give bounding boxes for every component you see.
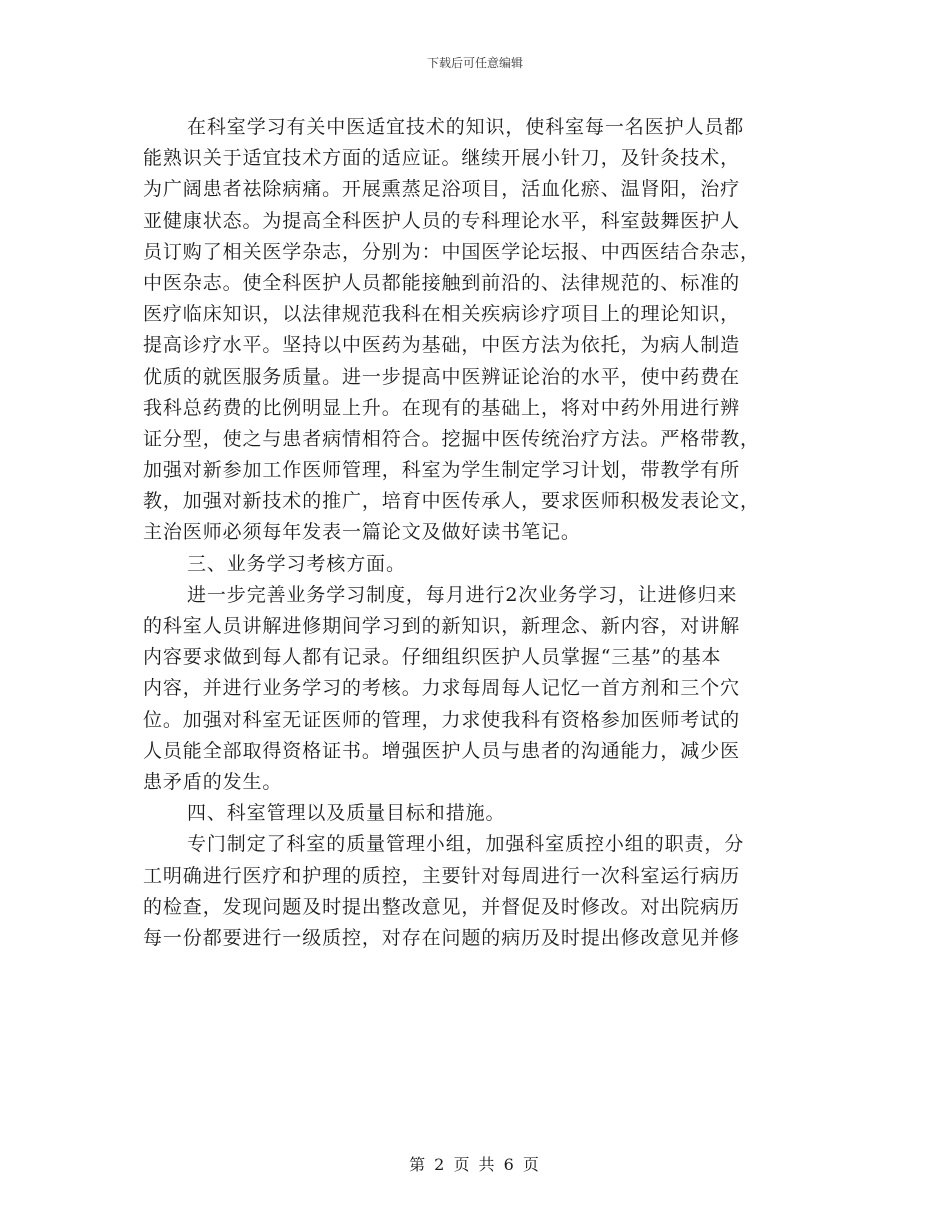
text-line: 加强对新参加工作医师管理，科室为学生制定学习计划，带教学有所	[143, 459, 741, 482]
text-line: 人员能全部取得资格证书。增强医护人员与患者的沟通能力，减少医	[143, 739, 741, 762]
page-header: 下载后可任意编辑	[426, 56, 523, 70]
text-line: 三、业务学习考核方面。	[187, 552, 406, 575]
text-line: 优质的就医服务质量。进一步提高中医辨证论治的水平，使中药费在	[143, 365, 741, 388]
document-body	[143, 112, 803, 954]
text-line: 工明确进行医疗和护理的质控，主要针对每周进行一次科室运行病历	[143, 864, 741, 887]
text-line: 在科室学习有关中医适宜技术的知识，使科室每一名医护人员都	[187, 116, 745, 138]
text-line: 专门制定了科室的质量管理小组，加强科室质控小组的职责，分	[187, 833, 745, 856]
text-line: 位。加强对科室无证医师的管理，力求使我科有资格参加医师考试的	[143, 708, 741, 731]
text-line: 提高诊疗水平。坚持以中医药为基础，中医方法为依托，为病人制造	[143, 334, 741, 357]
text-line: 的检查，发现问题及时提出整改意见，并督促及时修改。对出院病历	[143, 895, 741, 918]
text-line: 的科室人员讲解进修期间学习到的新知识，新理念、新内容，对讲解	[143, 615, 741, 637]
text-line: 亚健康状态。为提高全科医护人员的专科理论水平，科室鼓舞医护人	[143, 209, 741, 232]
text-line: 员订购了相关医学杂志，分别为：中国医学论坛报、中西医结合杂志，	[143, 240, 760, 263]
text-line: 内容要求做到每人都有记录。仔细组织医护人员掌握“三基”的基本	[143, 646, 722, 669]
text-line: 进一步完善业务学习制度，每月进行2次业务学习，让进修归来	[187, 583, 738, 606]
text-line: 医疗临床知识，以法律规范我科在相关疾病诊疗项目上的理论知识，	[143, 303, 741, 326]
page-number: 第 2 页 共 6 页	[409, 1155, 541, 1174]
text-line: 能熟识关于适宜技术方面的适应证。继续开展小针刀，及针灸技术，	[143, 147, 741, 170]
text-line: 主治医师必须每年发表一篇论文及做好读书笔记。	[143, 521, 581, 544]
text-line: 我科总药费的比例明显上升。在现有的基础上，将对中药外用进行辨	[143, 396, 741, 419]
text-line: 中医杂志。使全科医护人员都能接触到前沿的、法律规范的、标准的	[143, 271, 741, 294]
text-line: 内容，并进行业务学习的考核。力求每周每人记忆一首方剂和三个穴	[143, 677, 741, 700]
text-line: 教，加强对新技术的推广，培育中医传承人，要求医师积极发表论文，	[143, 490, 760, 513]
text-line: 患矛盾的发生。	[143, 770, 283, 793]
text-line: 为广阔患者祛除病痛。开展熏蒸足浴项目，活血化瘀、温肾阳，治疗	[143, 178, 741, 201]
text-line: 每一份都要进行一级质控，对存在问题的病历及时提出修改意见并修	[143, 926, 741, 949]
text-line: 四、科室管理以及质量目标和措施。	[187, 802, 506, 825]
text-line: 证分型，使之与患者病情相符合。挖掘中医传统治疗方法。严格带教，	[143, 427, 760, 450]
